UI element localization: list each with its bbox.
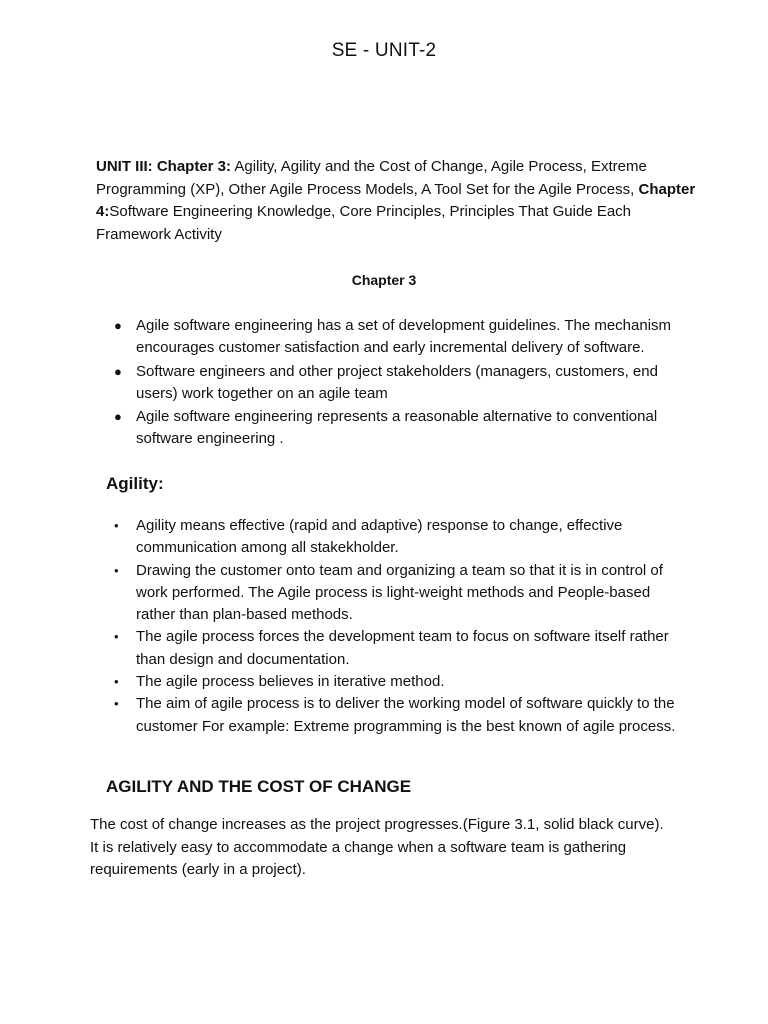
bullet-icon: ● [114, 318, 122, 333]
chapter-heading: Chapter 3 [351, 272, 417, 288]
intro-bullet-list [114, 315, 676, 452]
list-item-text: Agile software engineering has a set of development guidelines. The mechanism encourages customer satisfaction and early incremental delivery of software. [136, 317, 672, 357]
list-item-text: Drawing the customer onto team and organizing a team so that it is in control of work performed. The Agile process is light-weight methods and People-based rather than plan-based methods. [136, 561, 663, 624]
list-item [114, 315, 676, 360]
list-item-text: Software engineers and other project stakeholders (managers, customers, end users) work together on an agile team [136, 362, 658, 402]
bullet-icon: • [114, 674, 119, 690]
agility-heading: Agility: [106, 474, 164, 493]
bullet-icon: • [114, 562, 119, 578]
list-item-text: The agile process believes in iterative method. [136, 673, 445, 691]
list-item [114, 406, 676, 451]
list-item-text: Agility means effective (rapid and adaptive) response to change, effective communication among all stakekholder. [136, 517, 623, 557]
bullet-icon: • [114, 696, 119, 712]
bullet-icon: • [114, 518, 119, 533]
cost-of-change-heading: AGILITY AND THE COST OF CHANGE [106, 777, 412, 796]
list-item-text: The aim of agile process is to deliver the working model of software quickly to the customer For example: Extreme programming is the best known of agile process. [136, 695, 676, 735]
document-title: SE - UNIT-2 [331, 40, 437, 61]
list-item [114, 560, 676, 627]
agility-bullet-list [114, 515, 676, 738]
list-item-text: Agile software engineering represents a reasonable alternative to conventional software engineering . [136, 408, 658, 448]
cost-of-change-paragraph: The cost of change increases as the project progresses.(Figure 3.1, solid black curve). It is relatively easy to accommodate a change when a software team is gathering requirements (early in a project). [90, 816, 664, 878]
chapter3-label: Chapter 3: [156, 158, 232, 175]
bullet-icon: ● [114, 363, 122, 379]
list-item [114, 626, 676, 671]
bullet-icon: ● [114, 409, 122, 425]
list-item [114, 515, 676, 560]
chapter4-topics: Software Engineering Knowledge, Core Principles, Principles That Guide Each Framework Activity [96, 203, 632, 243]
list-item [114, 671, 676, 693]
chapter3-topics: Agility, Agility and the Cost of Change, Agile Process, Extreme Programming (XP), Other Agile Process Models, A Tool Set for the Agile Process, [96, 158, 647, 198]
list-item-text: The agile process forces the development team to focus on software itself rather than design and documentation. [136, 628, 669, 668]
list-item [114, 693, 676, 738]
unit-overview [96, 156, 696, 246]
list-item [114, 361, 676, 406]
bullet-icon: • [114, 629, 119, 645]
chapter4-label: Chapter 4: [96, 180, 696, 220]
unit-label: UNIT III: [96, 158, 153, 175]
